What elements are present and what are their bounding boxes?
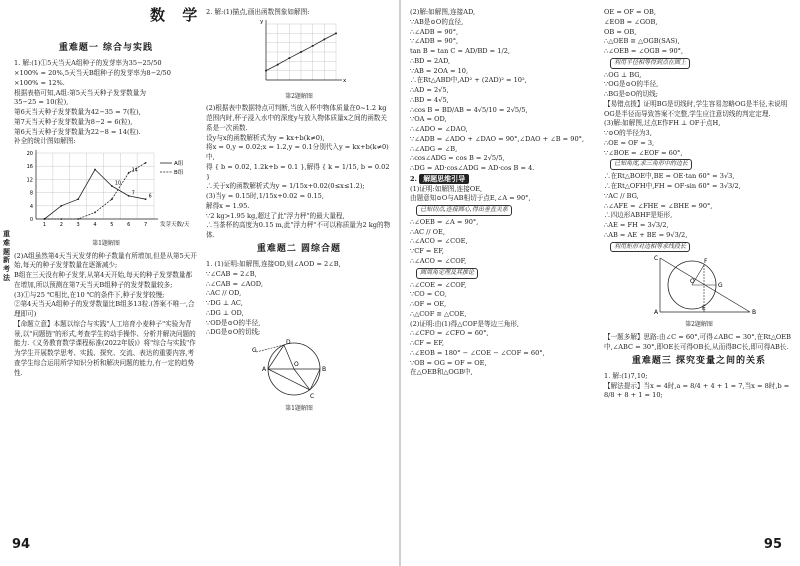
text-line: ∴OF = OE, [410,300,447,308]
text-line: ∴DG ⊥ OD, [206,308,244,317]
svg-text:O: O [294,361,299,369]
svg-text:A: A [262,366,267,374]
text-line: ∵⊙O的半径为3, [604,129,652,138]
text-line: ∴OE = OF = 3, [604,138,655,147]
text-line: 35−25 = 10(粒), [14,98,69,107]
data-label: 6 [148,194,152,200]
text-line: ∴CF = EF, [410,339,444,347]
right-column-1 [410,8,596,378]
text-line: ∴BD = 4√5, [410,95,449,104]
text-line: ∴BG是⊙O的切线; [604,90,658,99]
text-line: ∴∠OEB = ∠A = 90°, [410,217,479,226]
text-line: ∴cos∠ADG = cos B = 2√5/5, [410,154,505,163]
data-point [60,205,62,207]
germination-line-chart [14,147,198,235]
data-point [288,57,290,59]
text-line: (2)A组虽然第4天当天发芽的种子数量有所增加,但是从第5天开始,每天的种子发芽数量在逐渐减少; [14,251,197,270]
data-point [265,69,267,71]
text-line: ∵AB是⊙O的直径, [410,17,464,26]
solution-text [410,8,596,174]
solution-text-4 [604,333,794,353]
text-line: ∴∠CAB = ∠AOD, [206,279,263,288]
text-line: ∴在Rt△BOE中,BE = OE·tan 60° = 3√3, [604,172,735,181]
text-line: ∴∠ADG = ∠B, [410,144,458,153]
text-line: ∴∠EOB = 180° − ∠COE − ∠COF = 60°, [410,348,545,357]
solution-text [14,59,198,147]
circle-geometry-figure [206,338,392,400]
text-line: ∵DG ⊥ AC, [206,299,243,308]
data-point [94,169,96,171]
text-line: ∴AC // OD, [206,289,242,298]
text-line: 第6天当天种子发芽数量为42−35 = 7(粒), [14,108,141,117]
text-line: 【易错点拨】证明BG是切线时,学生容易忽略OG是半径,未说明OG是半径而导致答案不完整,学生应注意切线的判定定理. [604,99,788,118]
text-line: ∵2 kg>1.95 kg,超过了此"浮力秤"的最大量程, [206,211,345,220]
legend-label: A组 [174,161,184,168]
x-axis-label: x [343,77,347,84]
text-line: ∴DG = AD·cos∠ADG = AD·cos B = 4. [410,164,535,172]
subject-title: 数 学 [150,6,204,24]
page-number: 95 [763,536,782,552]
data-point [128,172,130,174]
solution-text-3 [410,218,596,267]
solution-text-3 [604,172,794,240]
section-title-2: 重难题二 圆综合题 [256,243,342,254]
data-point [312,45,314,47]
text-line: ∴AE = FH = 3√3/2, [604,221,669,229]
solution-text [206,8,392,18]
text-line: ∵OB = OG = OF = OE, [410,358,487,367]
text-line: ∴BD = 2AD, [410,56,451,65]
svg-text:C: C [654,255,659,263]
x-tick-label: 7 [143,222,148,229]
x-axis-label: 发芽天数/天 [160,222,190,229]
right-page [400,0,800,566]
series-line [44,163,145,219]
data-label: 7 [131,191,135,197]
x-tick-label: 3 [76,222,80,229]
solution-text-4 [410,281,596,379]
text-line: ∵∠CAB = 2∠B, [206,269,257,278]
y-tick-label: 12 [26,177,33,184]
hint-note: 已知切点,连接圆心,得出垂直关系 [416,205,512,216]
text-line: ②第4天当天A组种子的发芽数量比B组多13粒.(答案不唯一,合理即可) [14,300,195,319]
text-line: 【一题多解】思路:由∠C = 60°,可得∠ABC = 30°,在Rt△OEB中,∠ABC = 30°,即OE长可得OB长,从而得BC长,即可得AB长. [604,333,791,351]
svg-text:O: O [690,278,695,286]
text-line: 解得x = 1.95. [206,201,250,210]
text-line: ∴cos B = BD/AB = 4√5/10 = 2√5/5, [410,105,528,114]
svg-text:E: E [702,305,706,313]
text-line: ∴关于x的函数解析式为y = 1/15x+0.02(0≤x≤1.2); [206,182,365,191]
solution-text-5 [604,372,794,401]
text-line: ∴AC // OE, [410,227,445,236]
text-line: ∴OG ⊥ BG, [604,70,642,79]
figure-caption: 第2题解图 [285,92,313,100]
svg-text:G: G [252,347,257,355]
data-point [77,218,79,220]
data-point [111,185,113,187]
text-line: 在△OEB和△OGB中, [410,368,473,377]
linear-function-graph [206,18,392,88]
text-line: ∵OD是⊙O的半径, [206,318,261,327]
text-line: ∴AB = AE + BE = 9√3/2, [604,230,688,239]
x-tick-label: 1 [42,222,47,229]
text-line: 【解法提示】当x = 4时,a = 8/4 + 4 + 1 = 7,当x = 8时,b = [604,381,790,390]
text-line: ∴在Rt△ABD中,AD² + (2AD)² = 10², [410,76,527,85]
data-point [60,218,62,220]
text-line: ∵AC // BG, [604,191,639,200]
thinking-guide-tag: 解题思维引导 [419,174,469,184]
solution-text-2 [410,185,596,205]
y-axis-label: y [260,18,264,25]
text-line: ∴当茶杯的高度为0.15 m,此"浮力秤"不可以称质量为2 kg的物体. [206,221,391,240]
text-line: 第7天当天种子发芽数量为8−2 = 6(粒), [14,117,133,126]
text-line: ∴DG是⊙O的切线; [206,328,261,337]
text-line: (3)当y = 0.15时,1/15x+0.02 = 0.15, [206,192,324,201]
data-point [277,63,279,65]
y-tick-label: 0 [29,217,33,224]
svg-text:G: G [718,282,723,290]
text-line: 1. 解:(1)①5天当天A组种子的发芽率为35−25/50 [14,59,162,68]
hint-note: 利用矩形对边相等求线段长 [610,242,690,253]
text-line: ∵∠ADB = 90°, [410,37,459,46]
text-line: (2)根据表中数据特点可判断,当放入杯中物体质量在0~1.2 kg范围内时,杯子浸入水中的深度y与放入物体质量x之间的函数关系是一次函数. [206,104,387,132]
side-tab: 重难题新考法 [3,230,10,282]
text-line: 补全的统计图如解图: [14,137,76,146]
question-number: 2. [410,174,417,183]
y-tick-label: 20 [26,151,33,158]
text-line: 第6天当天种子发芽数量为22−8 = 14(粒). [14,127,141,136]
y-tick-label: 16 [26,164,33,171]
x-tick-label: 5 [110,222,114,229]
data-point [77,198,79,200]
text-line: ∴∠ACO = ∠COF, [410,256,467,265]
solution-text-2 [14,252,198,379]
text-line: OE = OF = OB, [604,8,656,16]
text-line: ∠EOB = ∠GOB, [604,17,658,26]
text-line: ∵OA = OD, [410,115,447,124]
text-line: ∴四边形ABHF是矩形, [604,211,673,220]
text-line: ∴∠ADB = 90°, [410,27,459,36]
data-point [323,38,325,40]
text-line: OB = OB, [604,27,637,36]
data-point [300,51,302,53]
text-line: ∵AB = 2OA = 10, [410,66,469,75]
text-line: ∵∠ADB = ∠ADO + ∠DAO = 90°,∠DAO + ∠B = 90°, [410,134,585,143]
text-line: ∴∠CFO = ∠CFO = 60°, [410,329,489,338]
legend-label: B组 [174,170,184,177]
left-column-1 [14,40,198,378]
text-line: ∵CO = CO, [410,290,447,299]
data-label: 14 [131,168,138,174]
section-title-3: 重难题三 探究变量之间的关系 [631,355,767,366]
text-line: ∴∠ADO = ∠DAO, [410,125,468,133]
x-tick-label: 6 [127,222,131,229]
svg-text:A: A [654,309,659,317]
text-line: (2)证明:由(1)得△COF是等边三角形, [410,319,520,328]
page-number: 94 [12,536,31,552]
text-line: ∵CF = EF, [410,247,444,256]
svg-text:B: B [322,366,327,374]
figure-caption: 第2题解图 [685,321,713,329]
tangent-circle-figure [604,254,794,316]
text-line: (3)解:如解图,过点E作FH ⊥ OF于点H, [604,119,721,128]
y-tick-label: 4 [29,203,33,210]
data-point [145,162,147,164]
text-line: ∴∠COE = ∠COF, [410,280,467,289]
text-line: tan B = tan C = AD/BD = 1/2, [410,47,510,55]
text-line: 由题意知⊙O与AB相切于点E,∠A = 90°, [410,194,531,203]
solution-text-2 [604,71,794,159]
text-line: 1. 解:(1)7,10; [604,371,648,380]
text-line: ∴△OEB ≅ △OGB(SAS), [604,37,680,46]
text-line: ∴∠OEB = ∠OGB = 90°, [604,47,684,55]
text-line: ∴∠ACO = ∠COE, [410,237,468,246]
figure-caption: 第1题解图 [92,239,120,247]
data-point [128,195,130,197]
hint-note: 圆周角定理及其推论 [416,268,478,279]
solution-text-2 [206,104,392,241]
svg-text:C: C [310,393,315,401]
data-point [145,198,147,200]
text-line: ×100% = 12%. [14,78,65,87]
section-title-1: 重难题一 综合与实践 [58,43,154,53]
text-line: 1. (1)证明:如解图,连接OD,则∠AOD = 2∠B, [206,260,341,269]
right-column-2 [604,8,794,401]
text-line: (2)解:如解图,连接AD, [410,8,476,16]
text-line: 【命题立意】本题以综合与实践"人工培育小麦种子"实验为背景,以"问题链"的形式,考查学生的动手操作、分析并解决问题的能力.《义务教育数学课程标准(2022年版)》将"综合与实践"作为学生开展数学思考、实践、探究、交流、表达的重要内容,考查学生综合运用所学知识分析和解决问题的能力,有一定的趋势性. [14,319,196,377]
text-line: ∴在Rt△OFH中,FH = OF·sin 60° = 3√3/2, [604,182,741,190]
text-line: (1)证明:如解图,连接OE, [410,184,483,193]
thinking-guide-heading [410,174,596,185]
text-line: ∴AD = 2√5, [410,86,449,94]
hint-note: 利用半径相等得到点在圆上 [610,58,690,69]
y-tick-label: 8 [29,190,33,197]
svg-text:B: B [752,309,757,317]
text-line: 设y与x的函数解析式为y = kx+b(k≠0), [206,133,325,142]
text-line: ∴△COF ≅ △COE, [410,309,467,318]
solution-text [604,8,794,57]
svg-text:D: D [286,339,291,347]
hint-note: 已知角度,求三角形中的边长 [610,159,692,170]
x-tick-label: 2 [59,222,63,229]
text-line: ∵∠BOE = ∠EOF = 60°, [604,148,683,157]
figure-caption: 第1题解图 [285,404,313,412]
text-line: B组在三天没有种子发芽,从第4天开始,每天的种子发芽数量都在增加,所以预测在第7天当天B组种子的发芽数量较多; [14,271,193,289]
data-point [94,212,96,214]
text-line: 根据表格可知,A组:第5天当天种子发芽数量为 [14,88,146,97]
x-tick-label: 4 [93,222,97,229]
solution-text-3 [206,260,392,338]
svg-text:F: F [704,258,708,266]
text-line: ×100% = 20%,5天当天B组种子的发芽率为8−2/50 [14,69,171,78]
data-point [44,218,46,220]
data-point [335,32,337,34]
text-line: 2. 解:(1)描点,画出函数图象如解图: [206,8,310,16]
data-label: 10 [114,181,121,187]
data-point [111,198,113,200]
text-line: 8/8 + 8 + 1 = 10; [604,391,663,400]
text-line: ∵OG是⊙O的半径, [604,80,659,89]
left-column-2 [206,8,392,417]
text-line: 将x = 0,y = 0.02;x = 1.2,y = 0.1分别代入y = kx+b(k≠0)中, [206,143,389,162]
text-line: ∴∠AFE = ∠FHE = ∠BHE = 90°, [604,201,713,210]
text-line: (3)①与25 ℃相比,在10 ℃的条件下,种子发芽较慢; [14,290,165,299]
text-line: 得 { b = 0.02, 1.2k+b = 0.1 },解得 { k = 1/15, b = 0.02 } [206,162,390,181]
